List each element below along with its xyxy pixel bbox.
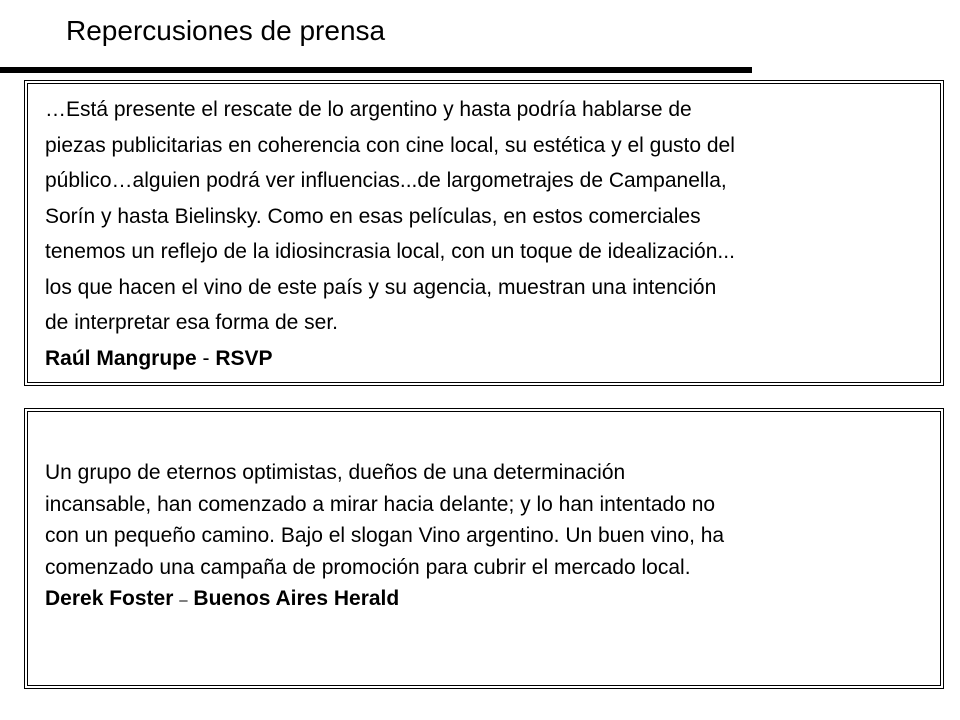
quote-source: RSVP (215, 346, 273, 370)
quote-line: con un pequeño camino. Bajo el slogan Vino argentino. Un buen vino, ha (45, 524, 725, 547)
quote-line: los que hacen el vino de este país y su agencia, muestran una intención (45, 275, 717, 299)
attribution-separator: - (202, 346, 210, 370)
quote-line: Sorín y hasta Bielinsky. Como en esas películas, en estos comerciales (45, 204, 701, 228)
quote-line: Un grupo de eternos optimistas, dueños de una determinación (45, 461, 626, 484)
quote-line: piezas publicitarias en coherencia con cine local, su estética y el gusto del (45, 133, 735, 157)
slide-title: Repercusiones de prensa (66, 15, 386, 46)
quote-author: Raúl Mangrupe (45, 346, 197, 370)
quote-source: Buenos Aires Herald (193, 587, 400, 610)
title-underline (0, 67, 752, 73)
quote-attribution-1 (45, 341, 735, 377)
quote-attribution-2 (45, 583, 724, 617)
quote-line: tenemos un reflejo de la idiosincrasia local, con un toque de idealización... (45, 240, 735, 263)
quote-line: comenzado una campaña de promoción para cubrir el mercado local. (45, 555, 691, 579)
press-quote-text-1 (45, 92, 735, 376)
quote-line: público…alguien podrá ver influencias...de largometrajes de Campanella, (45, 169, 727, 192)
quote-line: de interpretar esa forma de ser. (45, 311, 338, 334)
attribution-separator: – (179, 592, 188, 609)
quote-line: incansable, han comenzado a mirar hacia delante; y lo han intentado no (45, 492, 716, 516)
quote-author: Derek Foster (45, 587, 174, 610)
press-quote-box-2 (24, 408, 944, 689)
press-quote-text-2 (45, 457, 724, 617)
quote-line: …Está presente el rescate de lo argentino y hasta podría hablarse de (45, 98, 692, 121)
press-quote-box-1 (24, 80, 944, 386)
